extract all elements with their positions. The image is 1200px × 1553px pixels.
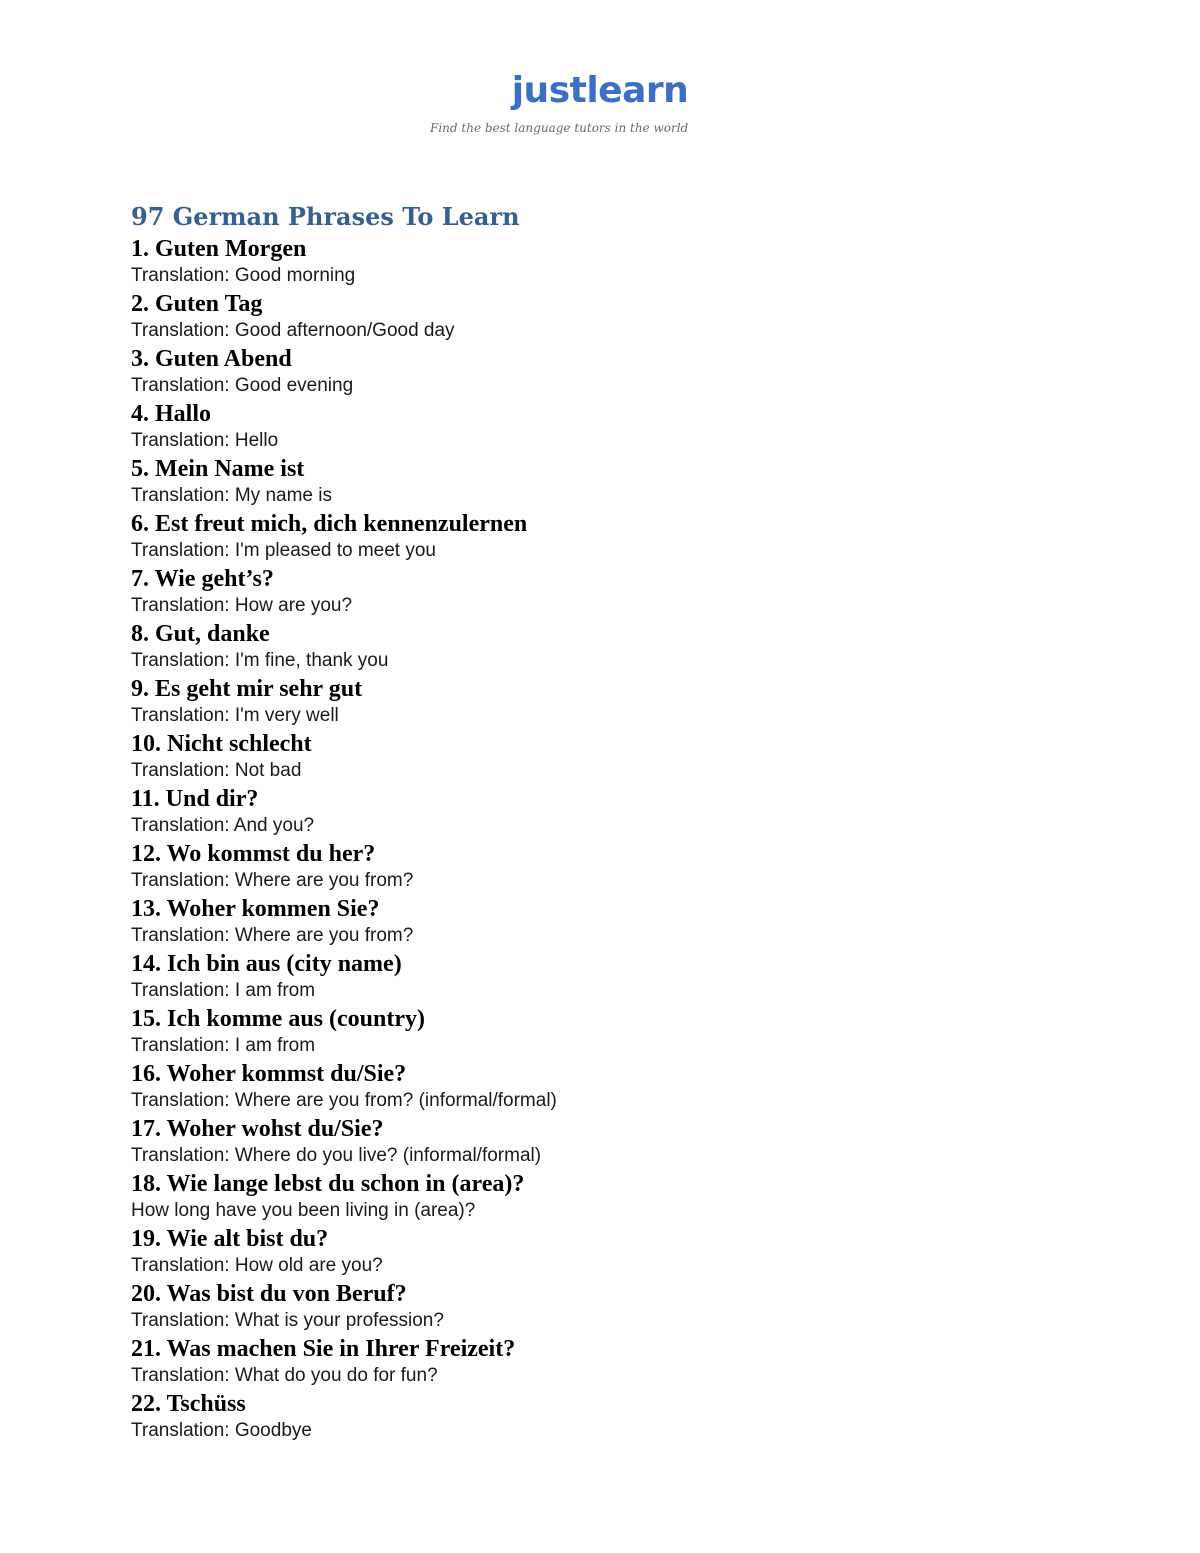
phrase-entry xyxy=(131,1059,1131,1114)
german-phrase: 11. Und dir? xyxy=(131,786,259,812)
phrase-entry xyxy=(131,949,1131,1004)
phrase-entry xyxy=(131,399,1131,454)
german-phrase: 20. Was bist du von Beruf? xyxy=(131,1281,407,1307)
phrase-entry xyxy=(131,729,1131,784)
phrase-translation: Translation: Good evening xyxy=(131,375,354,396)
german-phrase: 9. Es geht mir sehr gut xyxy=(131,676,363,702)
phrase-translation: Translation: What is your profession? xyxy=(131,1310,444,1331)
german-phrase: 13. Woher kommen Sie? xyxy=(131,896,380,922)
german-phrase: 19. Wie alt bist du? xyxy=(131,1226,329,1252)
phrase-entry xyxy=(131,619,1131,674)
phrase-translation: Translation: Where are you from? (informal/formal) xyxy=(131,1090,557,1111)
german-phrase: 4. Hallo xyxy=(131,401,212,427)
phrase-entry xyxy=(131,1169,1131,1224)
phrase-entry xyxy=(131,1279,1131,1334)
german-phrase: 15. Ich komme aus (country) xyxy=(131,1006,425,1032)
phrase-list xyxy=(131,234,1131,1444)
phrase-entry xyxy=(131,289,1131,344)
phrase-translation: Translation: Good morning xyxy=(131,265,356,286)
phrase-translation: Translation: I'm fine, thank you xyxy=(131,650,389,671)
german-phrase: 7. Wie geht’s? xyxy=(131,566,274,592)
phrase-translation: How long have you been living in (area)? xyxy=(131,1200,476,1221)
phrase-entry xyxy=(131,1004,1131,1059)
phrase-translation: Translation: I am from xyxy=(131,1035,316,1056)
german-phrase: 17. Woher wohst du/Sie? xyxy=(131,1116,384,1142)
phrase-translation: Translation: Where do you live? (informal/formal) xyxy=(131,1145,542,1166)
german-phrase: 14. Ich bin aus (city name) xyxy=(131,951,402,977)
german-phrase: 18. Wie lange lebst du schon in (area)? xyxy=(131,1171,525,1197)
phrase-entry xyxy=(131,674,1131,729)
phrase-entry xyxy=(131,784,1131,839)
phrase-entry xyxy=(131,1224,1131,1279)
german-phrase: 21. Was machen Sie in Ihrer Freizeit? xyxy=(131,1336,516,1362)
german-phrase: 1. Guten Morgen xyxy=(131,236,307,262)
phrase-translation: Translation: Where are you from? xyxy=(131,870,414,891)
phrase-entry xyxy=(131,564,1131,619)
phrase-entry xyxy=(131,839,1131,894)
german-phrase: 5. Mein Name ist xyxy=(131,456,305,482)
phrase-entry xyxy=(131,454,1131,509)
phrase-translation: Translation: Good afternoon/Good day xyxy=(131,320,455,341)
justlearn-logo: justlearn xyxy=(511,70,689,111)
phrase-entry xyxy=(131,1114,1131,1169)
phrase-translation: Translation: I am from xyxy=(131,980,316,1001)
phrase-translation: Translation: My name is xyxy=(131,485,332,506)
phrase-translation: Translation: How are you? xyxy=(131,595,353,616)
phrase-entry xyxy=(131,234,1131,289)
german-phrase: 8. Gut, danke xyxy=(131,621,270,647)
phrase-entry xyxy=(131,1334,1131,1389)
german-phrase: 22. Tschüss xyxy=(131,1391,246,1417)
phrase-translation: Translation: I'm very well xyxy=(131,705,339,726)
german-phrase: 2. Guten Tag xyxy=(131,291,263,317)
phrase-translation: Translation: How old are you? xyxy=(131,1255,383,1276)
phrase-translation: Translation: Not bad xyxy=(131,760,302,781)
phrase-entry xyxy=(131,344,1131,399)
phrase-translation: Translation: I'm pleased to meet you xyxy=(131,540,436,561)
document-content xyxy=(131,200,1131,1444)
german-phrase: 10. Nicht schlecht xyxy=(131,731,312,757)
phrase-translation: Translation: Hello xyxy=(131,430,279,451)
german-phrase: 3. Guten Abend xyxy=(131,346,292,372)
phrase-translation: Translation: What do you do for fun? xyxy=(131,1365,438,1386)
german-phrase: 6. Est freut mich, dich kennenzulernen xyxy=(131,511,528,537)
phrase-entry xyxy=(131,509,1131,564)
tagline: Find the best language tutors in the world xyxy=(430,121,689,135)
document-title: 97 German Phrases To Learn xyxy=(131,202,520,231)
phrase-translation: Translation: Goodbye xyxy=(131,1420,312,1441)
phrase-translation: Translation: Where are you from? xyxy=(131,925,414,946)
german-phrase: 12. Wo kommst du her? xyxy=(131,841,376,867)
phrase-entry xyxy=(131,1389,1131,1444)
german-phrase: 16. Woher kommst du/Sie? xyxy=(131,1061,407,1087)
phrase-entry xyxy=(131,894,1131,949)
phrase-translation: Translation: And you? xyxy=(131,815,315,836)
